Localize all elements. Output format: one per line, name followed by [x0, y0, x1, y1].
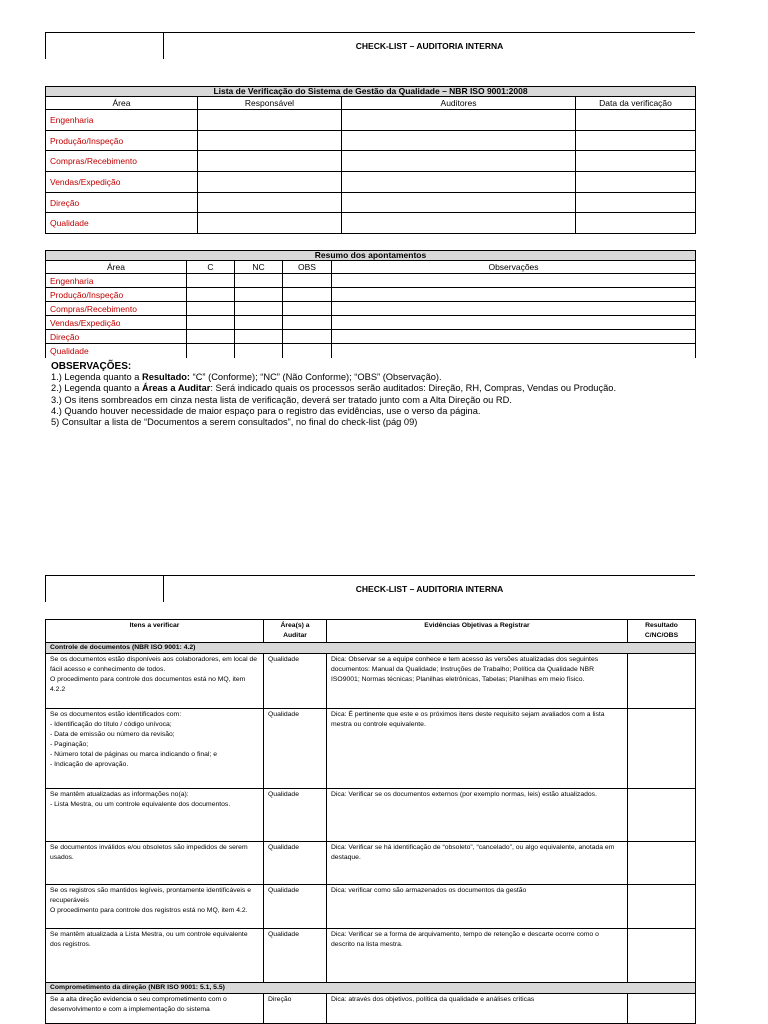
area-label: Direção — [46, 192, 198, 213]
col-header: Auditores — [342, 97, 576, 110]
logo-cell — [46, 33, 164, 59]
area-label: Qualidade — [46, 213, 198, 234]
item-text: Se mantêm atualizada a Lista Mestra, ou um controle equivalente dos registros. — [46, 929, 264, 983]
result-cell[interactable] — [628, 654, 696, 709]
item-text: Se documentos inválidos e/ou obsoletos são impedidos de serem usados. — [46, 842, 264, 885]
area-text: Direção — [264, 994, 327, 1024]
page-header-1 — [45, 32, 695, 59]
area-label: Produção/Inspeção — [46, 130, 198, 151]
observation-item: 3.) Os itens sombreados em cinza nesta lista de verificação, deverá ser tratado junto com a Alta Direção ou RD. — [51, 394, 512, 405]
nc-cell[interactable] — [235, 274, 283, 288]
observation-item: 5) Consultar a lista de “Documentos a serem consultados”, no final do check-list (pág 09) — [51, 417, 418, 428]
observations — [51, 361, 751, 428]
auditores-cell[interactable] — [342, 213, 576, 234]
col-header: Área(s) a Auditar — [264, 620, 327, 643]
evidence-text: Dica: Verificar se a forma de arquivamento, tempo de retenção e descarte ocorre como o descrito na lista mestra. — [327, 929, 628, 983]
c-cell[interactable] — [187, 288, 235, 302]
data-cell[interactable] — [576, 172, 696, 193]
table-row — [46, 654, 696, 709]
c-cell[interactable] — [187, 316, 235, 330]
table-row — [46, 151, 696, 172]
c-cell[interactable] — [187, 274, 235, 288]
observacoes-cell[interactable] — [332, 330, 696, 344]
nc-cell[interactable] — [235, 344, 283, 358]
col-header: Responsável — [198, 97, 342, 110]
area-label: Compras/Recebimento — [46, 302, 187, 316]
responsavel-cell[interactable] — [198, 110, 342, 131]
observations-heading: OBSERVAÇÕES: — [51, 361, 132, 372]
table-row — [46, 130, 696, 151]
col-header: C — [187, 261, 235, 274]
evidence-text: Dica: Verificar se há identificação de “obsoleto”, “cancelado”, ou algo equivalente, anotada em destaque. — [327, 842, 628, 885]
obs-cell[interactable] — [283, 330, 332, 344]
col-header: Itens a verificar — [46, 620, 264, 643]
table-row — [46, 885, 696, 929]
data-cell[interactable] — [576, 130, 696, 151]
col-header: Data da verificação — [576, 97, 696, 110]
table-row — [46, 213, 696, 234]
observacoes-cell[interactable] — [332, 344, 696, 358]
col-header: OBS — [283, 261, 332, 274]
item-text: Se os documentos estão disponíveis aos colaboradores, em local de fácil acesso e conhecimento de todos. O procedimento para controle dos documentos está no MQ, item 4.2.2 — [46, 654, 264, 709]
area-text: Qualidade — [264, 789, 327, 842]
observation-item: 1.) Legenda quanto a Resultado: “C” (Conforme); “NC” (Não Conforme); “OBS” (Observação). — [51, 372, 442, 383]
table-row — [46, 330, 696, 344]
observation-item: 2.) Legenda quanto a Áreas a Auditar: Será indicado quais os processos serão auditados: Direção, RH, Compras, Vendas ou Produção. — [51, 383, 617, 394]
area-label: Engenharia — [46, 274, 187, 288]
table-row — [46, 302, 696, 316]
obs-cell[interactable] — [283, 288, 332, 302]
responsavel-cell[interactable] — [198, 213, 342, 234]
observacoes-cell[interactable] — [332, 316, 696, 330]
nc-cell[interactable] — [235, 302, 283, 316]
col-header: Evidências Objetivas a Registrar — [327, 620, 628, 643]
nc-cell[interactable] — [235, 288, 283, 302]
page-header-2 — [45, 575, 695, 602]
auditores-cell[interactable] — [342, 151, 576, 172]
evidence-text: Dica: através dos objetivos, política da qualidade e análises críticas — [327, 994, 628, 1024]
data-cell[interactable] — [576, 213, 696, 234]
auditores-cell[interactable] — [342, 172, 576, 193]
area-label: Qualidade — [46, 344, 187, 358]
nc-cell[interactable] — [235, 330, 283, 344]
responsavel-cell[interactable] — [198, 151, 342, 172]
obs-cell[interactable] — [283, 316, 332, 330]
col-header: Área — [46, 261, 187, 274]
table-row — [46, 110, 696, 131]
responsavel-cell[interactable] — [198, 130, 342, 151]
responsavel-cell[interactable] — [198, 192, 342, 213]
table-row — [46, 192, 696, 213]
area-text: Qualidade — [264, 709, 327, 789]
table-row — [46, 316, 696, 330]
area-text: Qualidade — [264, 885, 327, 929]
col-header: Resultado C/NC/OBS — [628, 620, 696, 643]
summary-title: Resumo dos apontamentos — [46, 251, 696, 261]
page-title: CHECK-LIST – AUDITORIA INTERNA — [355, 584, 504, 594]
area-label: Compras/Recebimento — [46, 151, 198, 172]
area-text: Qualidade — [264, 929, 327, 983]
table-row — [46, 994, 696, 1024]
result-cell[interactable] — [628, 885, 696, 929]
c-cell[interactable] — [187, 302, 235, 316]
table-row — [46, 929, 696, 983]
result-cell[interactable] — [628, 929, 696, 983]
data-cell[interactable] — [576, 110, 696, 131]
page-title: CHECK-LIST – AUDITORIA INTERNA — [355, 41, 504, 51]
col-header: NC — [235, 261, 283, 274]
area-label: Engenharia — [46, 110, 198, 131]
c-cell[interactable] — [187, 344, 235, 358]
verification-title: Lista de Verificação do Sistema de Gestão da Qualidade – NBR ISO 9001:2008 — [46, 87, 696, 97]
area-label: Vendas/Expedição — [46, 172, 198, 193]
table-row — [46, 274, 696, 288]
item-text: Se os registros são mantidos legíveis, prontamente identificáveis e recuperáveis O procedimento para controle dos registros está no MQ, item 4.2. — [46, 885, 264, 929]
table-row — [46, 842, 696, 885]
verification-table — [45, 86, 696, 234]
auditores-cell[interactable] — [342, 130, 576, 151]
data-cell[interactable] — [576, 192, 696, 213]
section-header: Comprometimento da direção (NBR ISO 9001: 5.1, 5.5) — [46, 983, 696, 994]
obs-cell[interactable] — [283, 302, 332, 316]
result-cell[interactable] — [628, 789, 696, 842]
table-row — [46, 789, 696, 842]
item-text: Se os documentos estão identificados com: - Identificação do título / código unívoca; - Data de emissão ou número da revisão; - Paginação; - Número total de páginas ou marca indicando o final; e - Indicação de aprovação. — [46, 709, 264, 789]
result-cell[interactable] — [628, 709, 696, 789]
area-label: Direção — [46, 330, 187, 344]
observacoes-cell[interactable] — [332, 274, 696, 288]
auditores-cell[interactable] — [342, 192, 576, 213]
responsavel-cell[interactable] — [198, 172, 342, 193]
evidence-text: Dica: verificar como são armazenados os documentos da gestão — [327, 885, 628, 929]
area-text: Qualidade — [264, 842, 327, 885]
table-row — [46, 709, 696, 789]
evidence-text: Dica: Observar se a equipe conhece e tem acesso às versões atualizadas dos seguintes documentos: Manual da Qualidade; Instruções de Trabalho; Política da Qualidade NBR ISO9001; Normas técnicas; Planilhas eletrônicas, Tabelas; Planilhas em meio físico. — [327, 654, 628, 709]
table-row — [46, 344, 696, 358]
obs-cell[interactable] — [283, 344, 332, 358]
item-text: Se mantêm atualizadas as informações no(a): - Lista Mestra, ou um controle equivalente dos documentos. — [46, 789, 264, 842]
area-label: Vendas/Expedição — [46, 316, 187, 330]
auditores-cell[interactable] — [342, 110, 576, 131]
result-cell[interactable] — [628, 994, 696, 1024]
observation-item: 4.) Quando houver necessidade de maior espaço para o registro das evidências, use o verso da página. — [51, 405, 481, 416]
area-label: Produção/Inspeção — [46, 288, 187, 302]
logo-cell — [46, 576, 164, 602]
item-text: Se a alta direção evidencia o seu comprometimento com o desenvolvimento e com a implementação do sistema — [46, 994, 264, 1024]
nc-cell[interactable] — [235, 316, 283, 330]
result-cell[interactable] — [628, 842, 696, 885]
evidence-text: Dica: Verificar se os documentos externos (por exemplo normas, leis) estão atualizados. — [327, 789, 628, 842]
observacoes-cell[interactable] — [332, 302, 696, 316]
table-row — [46, 288, 696, 302]
checklist-table — [45, 619, 696, 1024]
col-header: Área — [46, 97, 198, 110]
area-text: Qualidade — [264, 654, 327, 709]
observacoes-cell[interactable] — [332, 288, 696, 302]
section-header: Controle de documentos (NBR ISO 9001: 4.2) — [46, 643, 696, 654]
summary-table — [45, 250, 696, 358]
data-cell[interactable] — [576, 151, 696, 172]
col-header: Observações — [332, 261, 696, 274]
obs-cell[interactable] — [283, 274, 332, 288]
table-row — [46, 172, 696, 193]
evidence-text: Dica: É pertinente que este e os próximos itens deste requisito sejam avaliados com a lista mestra ou controle equivalente. — [327, 709, 628, 789]
c-cell[interactable] — [187, 330, 235, 344]
